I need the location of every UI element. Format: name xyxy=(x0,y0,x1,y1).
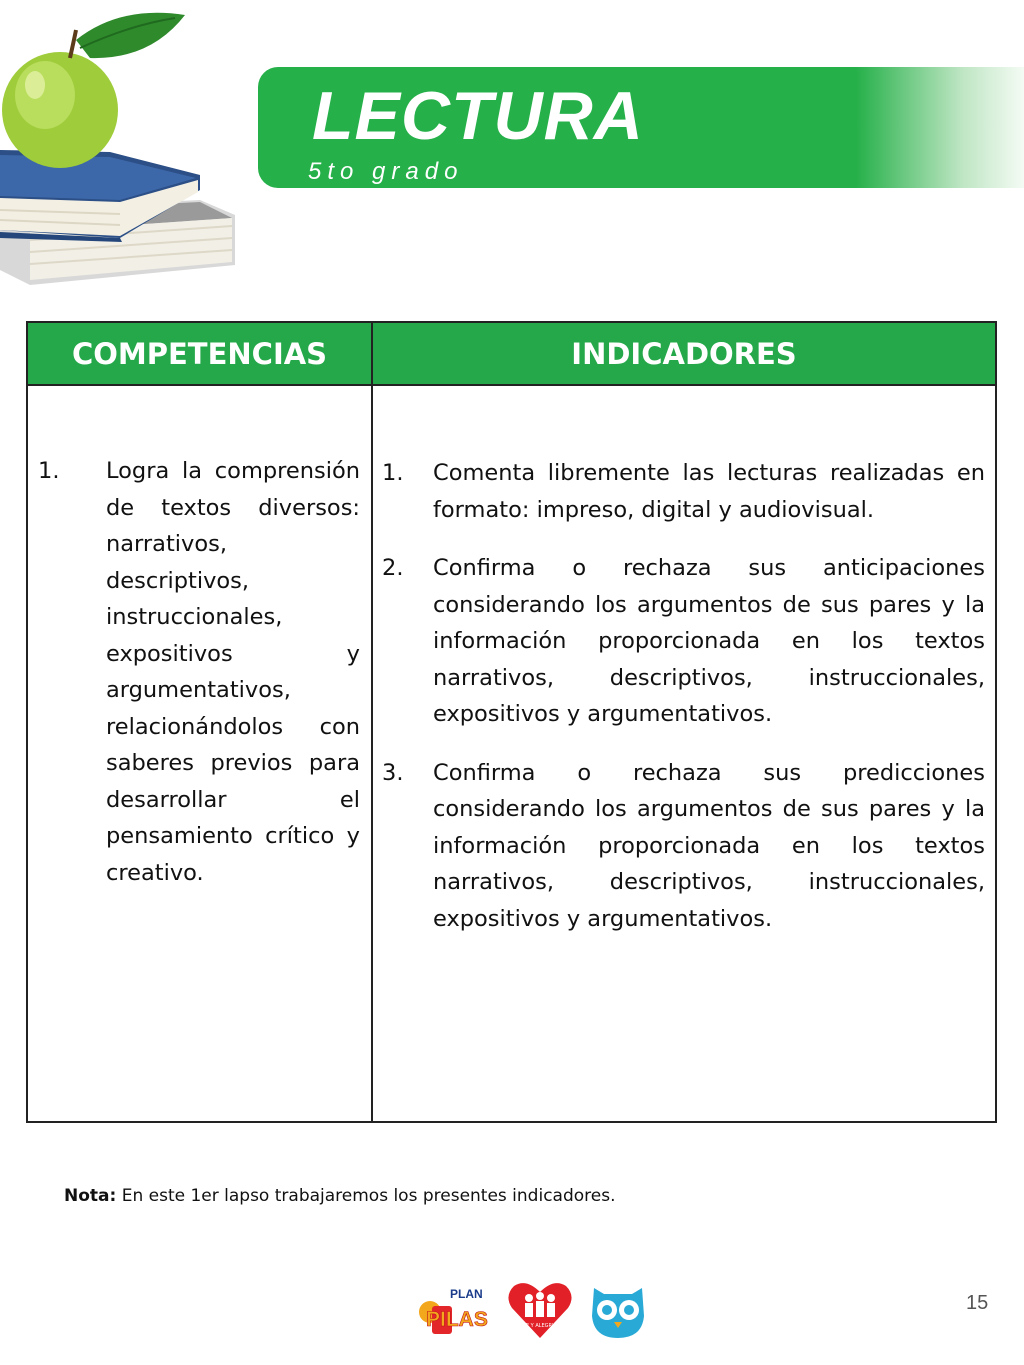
logo-text-plan: PLAN xyxy=(450,1287,483,1301)
item-number: 3. xyxy=(382,759,404,786)
indicador-text: Confirma o rechaza sus anticipaciones considerando los argumentos de sus pares y la información proporcionada en los textos narrativos, descriptivos, instruccionales, expositivos y argumentativos. xyxy=(433,555,985,727)
page-title: LECTURA xyxy=(312,78,644,154)
header-competencias: COMPETENCIAS xyxy=(28,323,371,386)
item-number: 2. xyxy=(382,555,404,581)
note-text: En este 1er lapso trabajaremos los presentes indicadores. xyxy=(116,1186,616,1206)
competencias-table xyxy=(26,321,997,1123)
grade-subtitle: 5to grado xyxy=(308,158,464,185)
indicador-text: Comenta libremente las lecturas realizadas en formato: impreso, digital y audiovisual. xyxy=(433,460,985,523)
competencia-text: Logra la comprensión de textos diversos: narrativos, descriptivos, instruccionales, expositivos y argumentativos, relacionándolos con saberes previos para desarrollar el pensamiento crítico y creativo. xyxy=(106,458,360,886)
column-divider xyxy=(371,323,373,1121)
plan-pilas-logo xyxy=(419,1287,488,1334)
apple-books-illustration xyxy=(0,0,250,290)
logo2-text: FE Y ALEGRIA xyxy=(523,1323,557,1329)
item-number: 1. xyxy=(38,458,60,484)
logo-text-pilas: PILAS xyxy=(426,1308,488,1331)
page-number: 15 xyxy=(966,1292,989,1314)
owl-logo xyxy=(592,1288,644,1338)
item-number: 1. xyxy=(382,460,404,486)
competencias-list xyxy=(38,453,360,891)
indicadores-list xyxy=(382,455,985,959)
list-item xyxy=(382,550,985,733)
list-item xyxy=(382,455,985,528)
note-label: Nota: xyxy=(64,1186,117,1206)
list-item xyxy=(38,453,360,891)
footer-logos xyxy=(418,1276,658,1340)
header-indicadores: INDICADORES xyxy=(373,323,995,386)
footnote xyxy=(64,1186,616,1206)
indicador-text: Confirma o rechaza sus predicciones considerando los argumentos de sus pares y la información proporcionada en los textos narrativos, descriptivos, instruccionales, expositivos y argumentativos. xyxy=(433,759,985,932)
list-item xyxy=(382,755,985,938)
fe-y-alegria-logo xyxy=(508,1283,571,1338)
